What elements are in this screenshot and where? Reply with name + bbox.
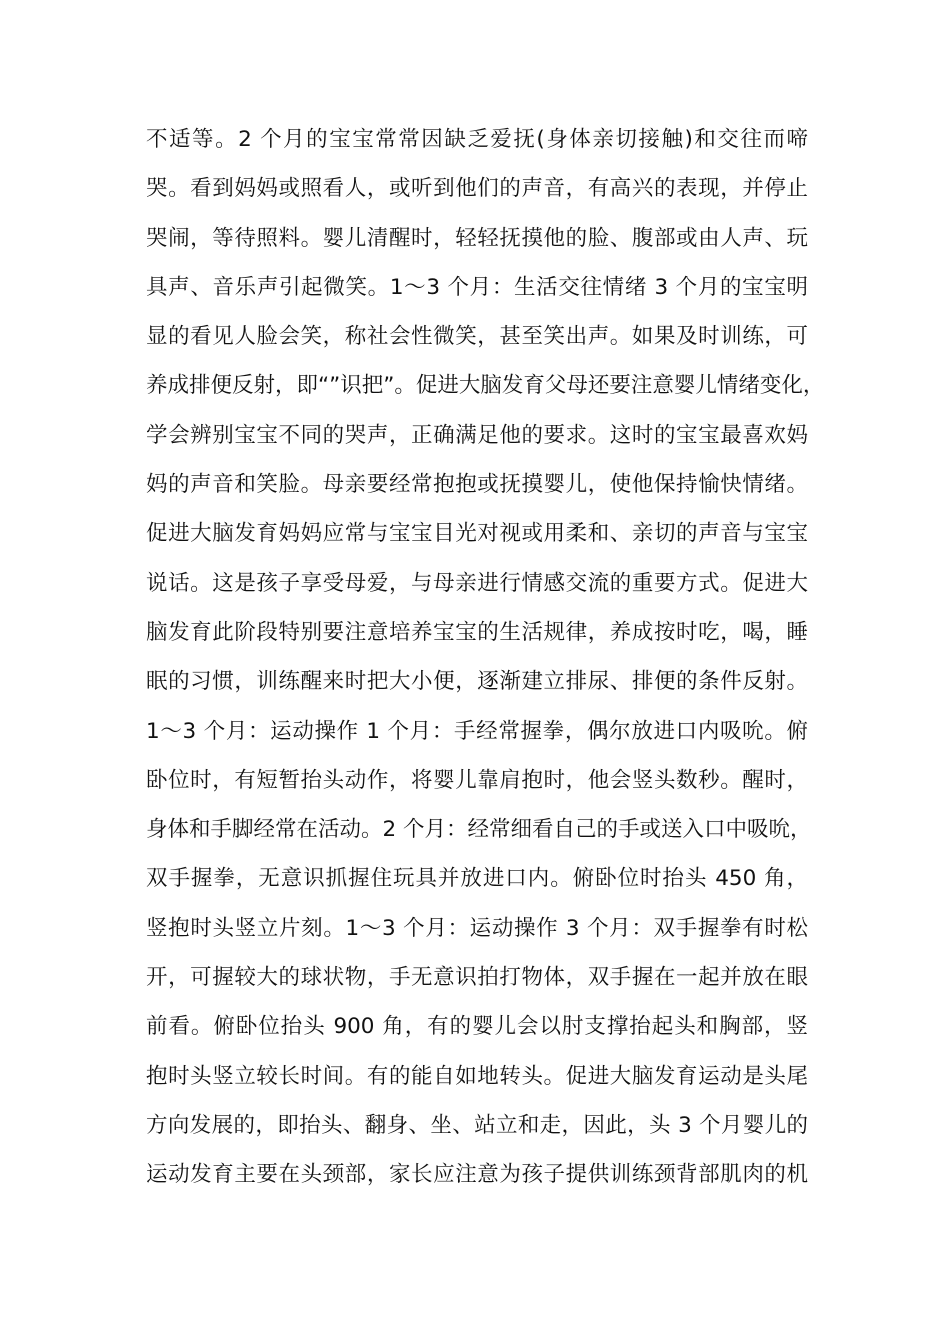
text-line-15: 身体和手脚经常在活动。2 个月：经常细看自己的手或送入口中吸吮， bbox=[146, 817, 812, 843]
text-line-17: 竖抱时头竖立片刻。1～3 个月：运动操作 3 个月：双手握拳有时松 bbox=[146, 915, 808, 941]
text-line-7: 学会辨别宝宝不同的哭声，正确满足他的要求。这时的宝宝最喜欢妈 bbox=[146, 422, 808, 448]
text-line-16: 双手握拳，无意识抓握住玩具并放进口内。俯卧位时抬头 450 角， bbox=[146, 866, 808, 892]
text-line-13: 1～3 个月：运动操作 1 个月：手经常握拳，偶尔放进口内吸吮。俯 bbox=[146, 718, 808, 744]
text-line-18: 开，可握较大的球状物，手无意识拍打物体，双手握在一起并放在眼 bbox=[146, 965, 808, 991]
text-line-10: 说话。这是孩子享受母爱，与母亲进行情感交流的重要方式。促进大 bbox=[146, 570, 808, 596]
text-line-1: 不适等。2 个月的宝宝常常因缺乏爱抚(身体亲切接触)和交往而啼 bbox=[146, 127, 808, 152]
text-line-22: 运动发育主要在头颈部，家长应注意为孩子提供训练颈背部肌肉的机 bbox=[146, 1162, 808, 1188]
text-line-21: 方向发展的，即抬头、翻身、坐、站立和走，因此，头 3 个月婴儿的 bbox=[146, 1112, 808, 1138]
text-line-12: 眠的习惯，训练醒来时把大小便，逐渐建立排尿、排便的条件反射。 bbox=[146, 669, 808, 695]
text-line-6: 养成排便反射，即“”识把”。促进大脑发育父母还要注意婴儿情绪变化， bbox=[146, 373, 825, 399]
text-line-19: 前看。俯卧位抬头 900 角，有的婴儿会以肘支撑抬起头和胸部，竖 bbox=[146, 1014, 808, 1040]
text-line-5: 显的看见人脸会笑，称社会性微笑，甚至笑出声。如果及时训练，可 bbox=[146, 324, 808, 350]
text-line-11: 脑发育此阶段特别要注意培养宝宝的生活规律，养成按时吃，喝，睡 bbox=[146, 619, 808, 645]
text-line-8: 妈的声音和笑脸。母亲要经常抱抱或抚摸婴儿，使他保持愉快情绪。 bbox=[146, 472, 808, 498]
text-line-4: 具声、音乐声引起微笑。1～3 个月：生活交往情绪 3 个月的宝宝明 bbox=[146, 274, 808, 300]
text-line-14: 卧位时，有短暂抬头动作，将婴儿靠肩抱时，他会竖头数秒。醒时， bbox=[146, 767, 808, 793]
text-line-2: 哭。看到妈妈或照看人，或听到他们的声音，有高兴的表现，并停止 bbox=[146, 176, 808, 202]
body-text bbox=[146, 115, 825, 1200]
text-line-3: 哭闹，等待照料。婴儿清醒时，轻轻抚摸他的脸、腹部或由人声、玩 bbox=[146, 225, 808, 251]
text-line-20: 抱时头竖立较长时间。有的能自如地转头。促进大脑发育运动是头尾 bbox=[146, 1063, 808, 1089]
text-line-9: 促进大脑发育妈妈应常与宝宝目光对视或用柔和、亲切的声音与宝宝 bbox=[146, 521, 808, 547]
